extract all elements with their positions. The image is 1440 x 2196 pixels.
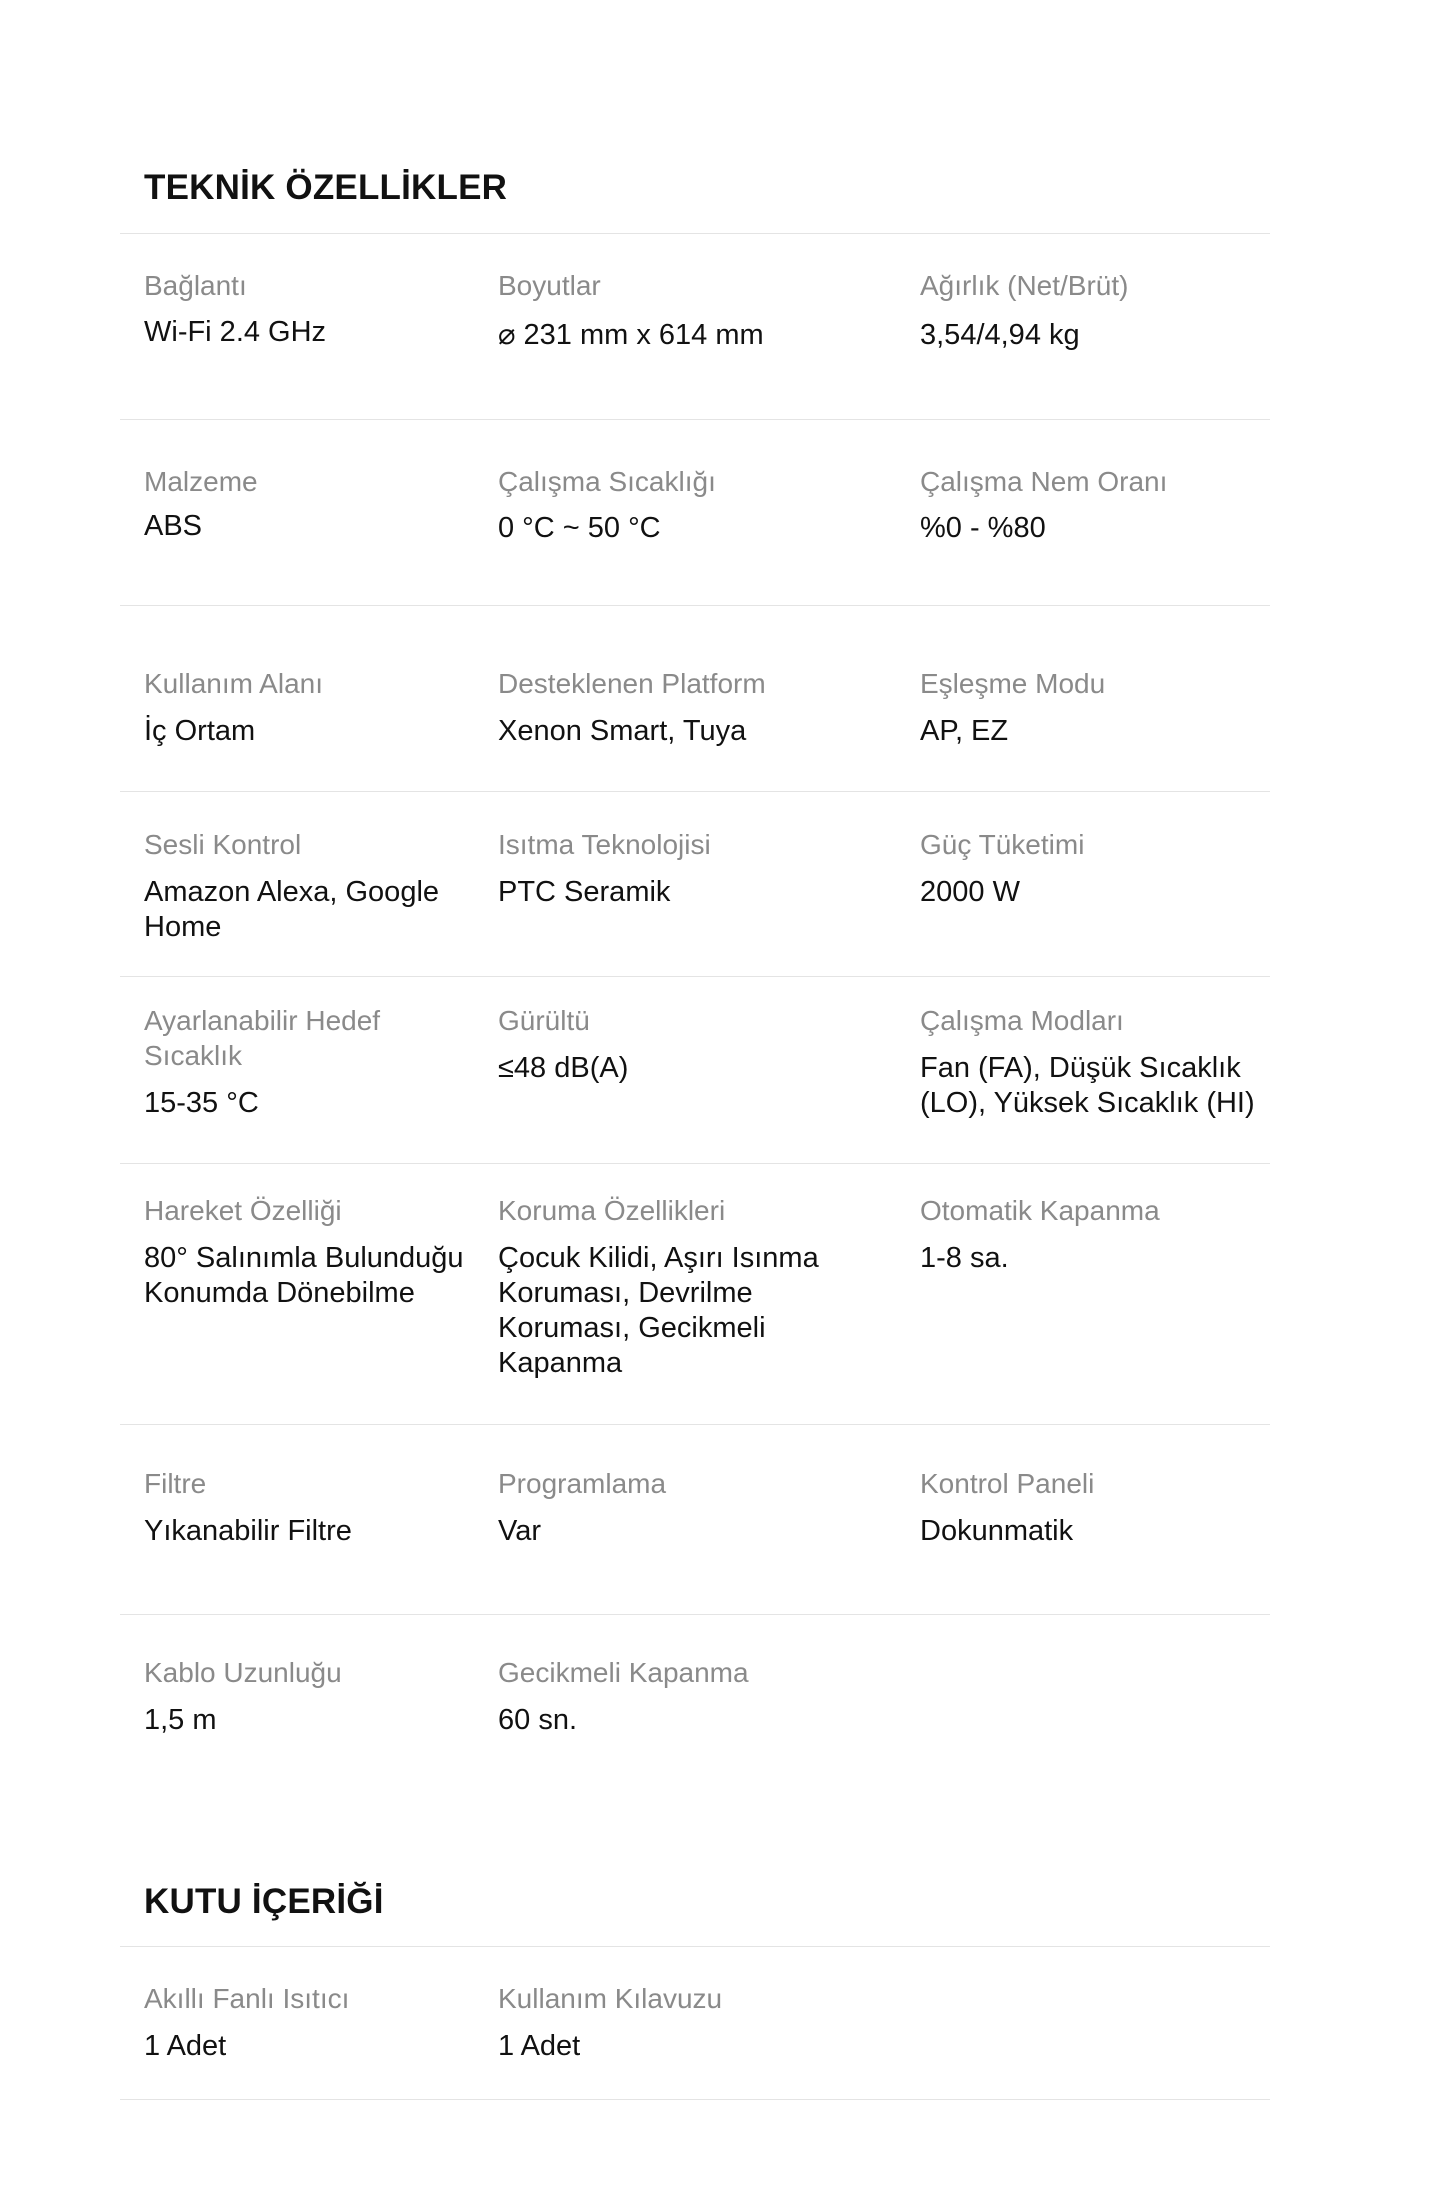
- spec-value: %0 - %80: [920, 512, 1046, 544]
- specs-title: TEKNİK ÖZELLİKLER: [144, 168, 508, 207]
- spec-value: Wi-Fi 2.4 GHz: [144, 316, 327, 348]
- spec-delayed-off: [498, 1655, 858, 1738]
- spec-label: Programlama: [498, 1468, 667, 1499]
- spec-operating-modes: [920, 1003, 1270, 1121]
- divider: [120, 419, 1270, 420]
- spec-label: Sesli Kontrol: [144, 829, 302, 860]
- divider: [120, 1163, 1270, 1164]
- spec-motion: [144, 1193, 464, 1311]
- spec-label: Kablo Uzunluğu: [144, 1657, 342, 1688]
- spec-usage-area: [144, 666, 464, 749]
- spec-value: Fan (FA), Düşük Sıcaklık (LO), Yüksek Sıcaklık (HI): [920, 1052, 1255, 1119]
- divider: [120, 2099, 1270, 2100]
- spec-label: Otomatik Kapanma: [920, 1195, 1160, 1226]
- box-item-value: 1 Adet: [144, 2030, 227, 2062]
- divider: [120, 1424, 1270, 1425]
- spec-connection: [144, 268, 464, 350]
- spec-value: 1,5 m: [144, 1704, 217, 1736]
- spec-value: 3,54/4,94 kg: [920, 319, 1080, 351]
- spec-label: Güç Tüketimi: [920, 829, 1085, 860]
- spec-value: PTC Seramik: [498, 876, 671, 908]
- divider: [120, 791, 1270, 792]
- spec-label: Ağırlık (Net/Brüt): [920, 270, 1129, 301]
- spec-control-panel: [920, 1466, 1270, 1549]
- spec-filter: [144, 1466, 464, 1549]
- divider: [120, 1946, 1270, 1947]
- spec-value: Xenon Smart, Tuya: [498, 715, 747, 747]
- spec-label: Kullanım Alanı: [144, 668, 323, 699]
- spec-value: AP, EZ: [920, 715, 1009, 747]
- divider: [120, 605, 1270, 606]
- spec-value: Yıkanabilir Filtre: [144, 1515, 352, 1547]
- spec-label: Çalışma Nem Oranı: [920, 466, 1168, 497]
- spec-platform: [498, 666, 858, 749]
- spec-label: Gürültü: [498, 1005, 590, 1036]
- spec-value: 2000 W: [920, 876, 1020, 908]
- spec-pairing-mode: [920, 666, 1270, 749]
- spec-label: Ayarlanabilir Hedef Sıcaklık: [144, 1005, 381, 1071]
- spec-target-temp: [144, 1003, 464, 1121]
- spec-label: Bağlantı: [144, 270, 247, 301]
- box-contents-title: KUTU İÇERİĞİ: [144, 1882, 384, 1921]
- spec-value: ABS: [144, 510, 203, 542]
- spec-value: ≤48 dB(A): [498, 1052, 629, 1084]
- spec-label: Kontrol Paneli: [920, 1468, 1095, 1499]
- spec-label: Isıtma Teknolojisi: [498, 829, 711, 860]
- spec-label: Koruma Özellikleri: [498, 1195, 726, 1226]
- spec-weight: [920, 268, 1270, 353]
- spec-noise: [498, 1003, 858, 1086]
- spec-value: İç Ortam: [144, 715, 256, 747]
- spec-value: Amazon Alexa, Google Home: [144, 876, 440, 943]
- spec-auto-off: [920, 1193, 1270, 1276]
- box-item-heater: [144, 1981, 464, 2064]
- spec-label: Çalışma Sıcaklığı: [498, 466, 716, 497]
- box-item-label: Kullanım Kılavuzu: [498, 1983, 723, 2014]
- box-item-manual: [498, 1981, 858, 2064]
- box-item-label: Akıllı Fanlı Isıtıcı: [144, 1983, 350, 2014]
- spec-label: Hareket Özelliği: [144, 1195, 342, 1226]
- spec-value: ⌀ 231 mm x 614 mm: [498, 319, 764, 351]
- divider: [120, 976, 1270, 977]
- spec-operating-temp: [498, 464, 858, 546]
- spec-operating-humidity: [920, 464, 1270, 546]
- spec-power: [920, 827, 1270, 910]
- spec-value: 60 sn.: [498, 1704, 577, 1736]
- spec-value: 1-8 sa.: [920, 1242, 1009, 1274]
- spec-value: 0 °C ~ 50 °C: [498, 512, 661, 544]
- spec-value: 80° Salınımla Bulunduğu Konumda Dönebilme: [144, 1242, 464, 1309]
- spec-programming: [498, 1466, 858, 1549]
- spec-protection: [498, 1193, 858, 1381]
- spec-label: Desteklenen Platform: [498, 668, 766, 699]
- spec-value: Dokunmatik: [920, 1515, 1074, 1547]
- spec-value: Var: [498, 1515, 541, 1547]
- spec-label: Boyutlar: [498, 270, 601, 301]
- spec-voice-control: [144, 827, 464, 945]
- spec-label: Filtre: [144, 1468, 207, 1499]
- spec-value: 15-35 °C: [144, 1087, 259, 1119]
- spec-label: Çalışma Modları: [920, 1005, 1124, 1036]
- divider: [120, 233, 1270, 234]
- spec-label: Eşleşme Modu: [920, 668, 1106, 699]
- spec-cable-length: [144, 1655, 464, 1738]
- divider: [120, 1614, 1270, 1615]
- spec-dimensions: [498, 268, 858, 353]
- box-item-value: 1 Adet: [498, 2030, 581, 2062]
- spec-material: [144, 464, 464, 544]
- spec-label: Malzeme: [144, 466, 258, 497]
- spec-heating-tech: [498, 827, 858, 910]
- spec-value: Çocuk Kilidi, Aşırı Isınma Koruması, Devrilme Koruması, Gecikmeli Kapanma: [498, 1242, 819, 1379]
- spec-label: Gecikmeli Kapanma: [498, 1657, 749, 1688]
